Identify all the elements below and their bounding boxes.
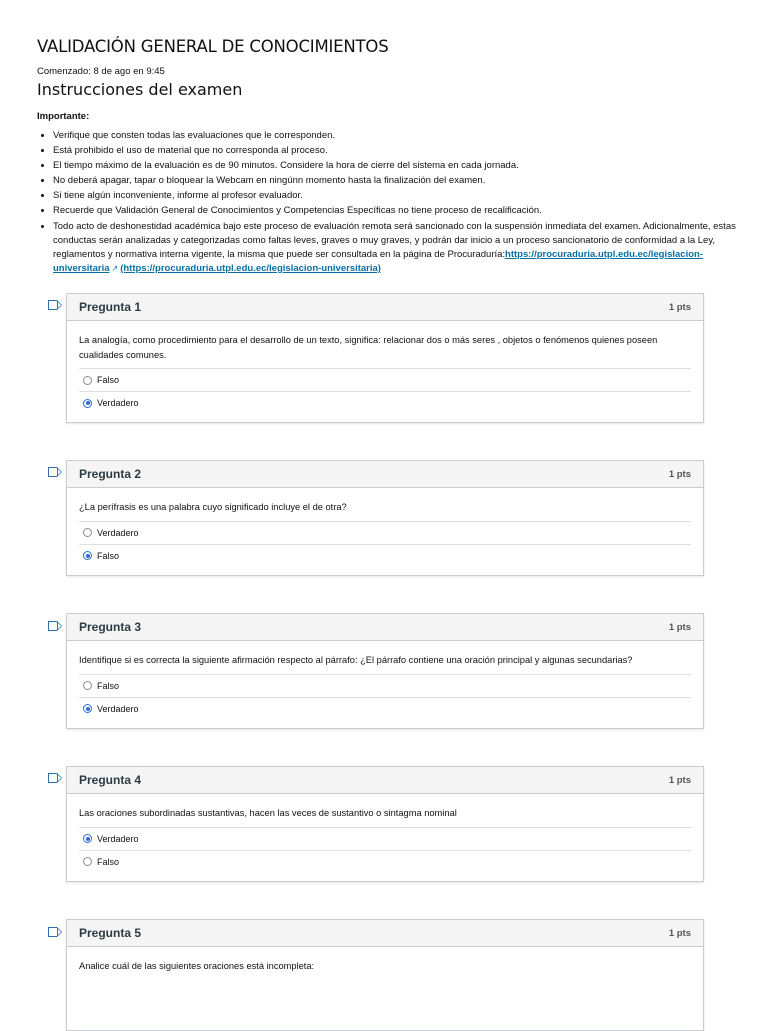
question-header [67, 294, 703, 321]
question-text: ¿La perífrasis es una palabra cuyo significado incluye el de otra? [79, 502, 347, 512]
question-card [66, 460, 704, 576]
answer-label: Falso [97, 856, 120, 867]
answer-label: Verdadero [97, 527, 139, 538]
question-text: Las oraciones subordinadas sustantivas, hacen las veces de sustantivo o sintagma nominal [79, 808, 457, 818]
question-points: 1 pts [668, 927, 691, 939]
question-text: La analogía, como procedimiento para el desarrollo de un texto, significa: relacionar dos o más seres , objetos o fenómenos quienes poseen cualidades comunes. [79, 335, 658, 360]
radio-button[interactable] [83, 376, 92, 385]
answer-option[interactable] [79, 521, 691, 544]
rule-text: Todo acto de deshonestidad académica bajo este proceso de evaluación remota será sancionado con la suspensión inmediata del examen. Adicionalmente, estas conductas serán analizadas y categorizadas como faltas leves, graves o muy graves, y podrán dar inicio a un proceso sancionatorio de conformidad a la Ley, reglamentos y normativa interna vigente, la misma que puede ser consultada en la página de Procuraduría: [53, 220, 736, 260]
rules-list [37, 128, 753, 276]
answer-label: Falso [97, 375, 120, 385]
question-name: Pregunta 4 [79, 773, 142, 787]
rule-item: • Verifique que consten todas las evaluaciones que le corresponden. [53, 128, 753, 143]
answer-list [67, 674, 703, 728]
question-points: 1 pts [668, 468, 691, 480]
answer-option[interactable] [79, 674, 691, 697]
started-timestamp: Comenzado: 8 de ago en 9:45 [37, 66, 165, 77]
radio-button[interactable] [83, 857, 92, 866]
answer-label: Verdadero [97, 703, 139, 714]
answer-list [67, 521, 703, 575]
question-card [66, 613, 704, 729]
flag-question-icon[interactable] [48, 773, 57, 783]
answer-list [67, 827, 703, 881]
radio-button[interactable] [83, 528, 92, 537]
question-name: Pregunta 5 [79, 926, 142, 940]
procuraduria-link-external[interactable]: (https://procuraduria.utpl.edu.ec/legislacion-universitaria) [120, 262, 381, 274]
question-header [67, 920, 703, 947]
flag-question-icon[interactable] [48, 621, 57, 631]
answer-option[interactable] [79, 368, 691, 391]
rule-item: • Recuerde que Validación General de Conocimientos y Competencias Específicas no tiene proceso de recalificación. [53, 203, 753, 218]
radio-button-selected[interactable] [83, 551, 92, 560]
important-label: Importante: [37, 111, 90, 122]
procuraduria-link[interactable]: https://procuraduria.utpl.edu.ec/legislacion-universitaria [53, 248, 703, 274]
answer-option[interactable] [79, 544, 691, 567]
answer-option[interactable] [79, 827, 691, 850]
radio-button-selected[interactable] [83, 399, 92, 408]
question-points: 1 pts [668, 621, 691, 633]
question-text: Identifique si es correcta la siguiente afirmación respecto al párrafo: ¿El párrafo contiene una oración principal y algunas secundarias? [79, 655, 633, 665]
answer-label: Falso [97, 680, 120, 691]
instructions-title: Instrucciones del examen [37, 80, 243, 99]
external-link-icon: ↗ [111, 263, 119, 273]
flag-question-icon[interactable] [48, 927, 57, 937]
question-header [67, 614, 703, 641]
question-text: Analice cuál de las siguientes oraciones está incompleta: [79, 961, 315, 971]
answer-option[interactable] [79, 391, 691, 414]
answer-list [67, 368, 703, 422]
rule-item [53, 219, 753, 276]
answer-label: Falso [97, 550, 120, 561]
answer-label: Verdadero [97, 833, 139, 844]
answer-label: Verdadero [97, 398, 139, 408]
question-card [66, 919, 704, 1031]
question-header [67, 461, 703, 488]
flag-question-icon[interactable] [48, 300, 57, 310]
answer-option[interactable] [79, 850, 691, 873]
radio-button[interactable] [83, 681, 92, 690]
question-points: 1 pts [668, 774, 691, 786]
rule-item: • El tiempo máximo de la evaluación es de 90 minutos. Considere la hora de cierre del sistema en cada jornada. [53, 158, 753, 173]
question-name: Pregunta 1 [79, 300, 142, 314]
question-header [67, 767, 703, 794]
question-card [66, 766, 704, 882]
rule-item: • No deberá apagar, tapar o bloquear la Webcam en ningúnn momento hasta la finalización del examen. [53, 173, 753, 188]
answer-option[interactable] [79, 697, 691, 720]
question-points: 1 pts [668, 301, 691, 313]
page-title: VALIDACIÓN GENERAL DE CONOCIMIENTOS [37, 37, 389, 56]
question-name: Pregunta 3 [79, 620, 142, 634]
rule-item: • Está prohibido el uso de material que no corresponda al proceso. [53, 143, 753, 158]
radio-button-selected[interactable] [83, 834, 92, 843]
rule-item: • Si tiene algún inconveniente, informe al profesor evaluador. [53, 188, 753, 203]
flag-question-icon[interactable] [48, 467, 57, 477]
question-name: Pregunta 2 [79, 467, 142, 481]
question-card [66, 293, 704, 423]
radio-button-selected[interactable] [83, 704, 92, 713]
